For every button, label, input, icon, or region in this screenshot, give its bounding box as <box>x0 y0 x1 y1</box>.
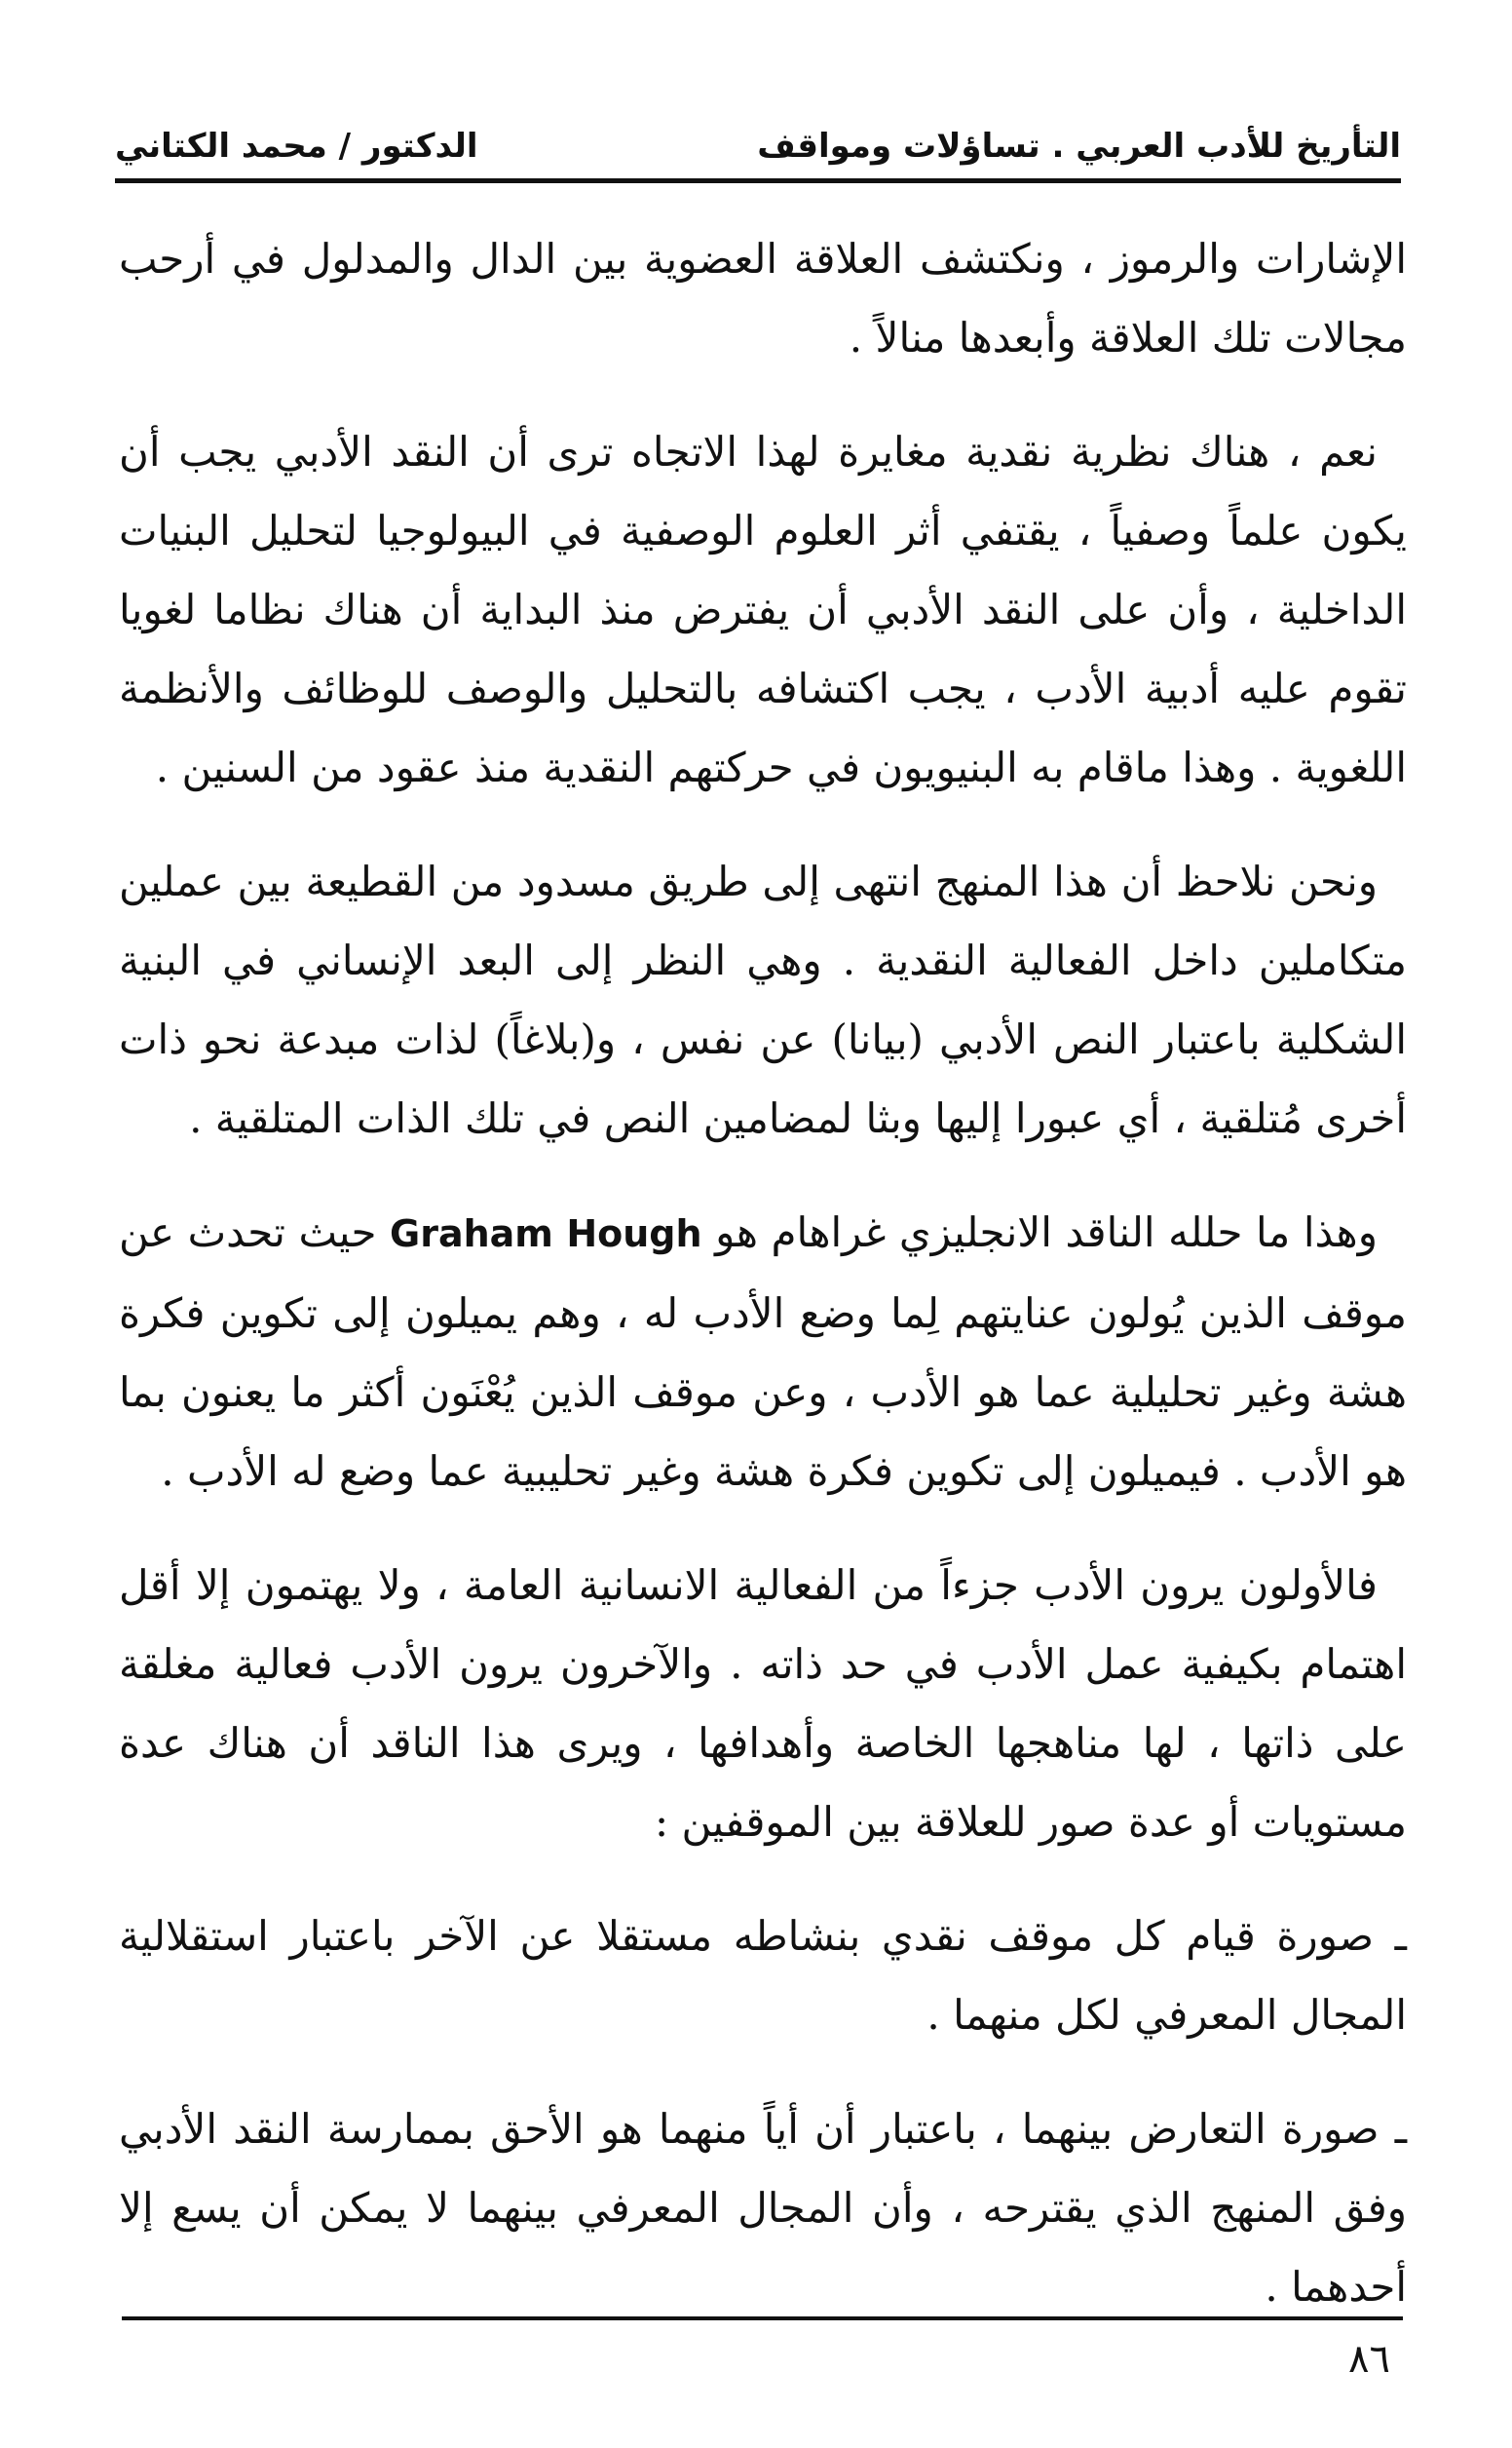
footer-rule <box>122 2316 1403 2320</box>
list-item-1: ـ صورة قيام كل موقف نقدي بنشاطه مستقلا عن الآخر باعتبار استقلالية المجال المعرفي لكل منهما . <box>119 1912 1407 2039</box>
paragraph-5: فالأولون يرون الأدب جزءاً من الفعالية الانسانية العامة ، ولا يهتمون إلا أقل اهتمام بكيفية عمل الأدب في حد ذاته . والآخرون يرون الأدب فعالية مغلقة على ذاتها ، لها مناهجها الخاصة وأهدافها ، ويرى هذا الناقد أن هناك عدة مستويات أو عدة صور للعلاقة بين الموقفين : <box>119 1561 1407 1846</box>
book-title: التأريخ للأدب العربي . تساؤلات ومواقف <box>757 127 1401 166</box>
author-name: الدكتور / محمد الكتاني <box>115 127 478 166</box>
paragraph-4-lead: وهذا ما حلله الناقد الانجليزي غراهام هو <box>715 1208 1378 1256</box>
latin-name: Graham Hough <box>390 1212 702 1255</box>
body-text <box>119 219 1407 2311</box>
paragraph-1: الإشارات والرموز ، ونكتشف العلاقة العضوية بين الدال والمدلول في أرحب مجالات تلك العلاقة وأبعدها منالاً . <box>119 235 1407 362</box>
list-item-2: ـ صورة التعارض بينهما ، باعتبار أن أياً منهما هو الأحق بممارسة النقد الأدبي وفق المنهج الذي يقترحه ، وأن المجال المعرفي بينهما لا يمكن أن يسع إلا أحدهما . <box>119 2105 1407 2311</box>
paragraph-4 <box>119 1193 1407 1511</box>
paragraph-4-rest: حيث تحدث عن موقف الذين يُولون عنايتهم لِما وضع الأدب له ، وهم يميلون إلى تكوين فكرة هشة وغير تحليلية عما هو الأدب ، وعن موقف الذين يُعْنَون أكثر ما يعنون بما هو الأدب . فيميلون إلى تكوين فكرة هشة وغير تحليبية عما وضع له الأدب . <box>119 1208 1407 1495</box>
paragraph-3: ونحن نلاحظ أن هذا المنهج انتهى إلى طريق مسدود من القطيعة بين عملين متكاملين داخل الفعالية النقدية . وهي النظر إلى البعد الإنساني في البنية الشكلية باعتبار النص الأدبي (بيانا) عن نفس ، و(بلاغاً) لذات مبدعة نحو ذات أخرى مُتلقية ، أي عبورا إليها وبثا لمضامين النص في تلك الذات المتلقية . <box>119 858 1407 1142</box>
page-number: ٨٦ <box>1348 2337 1390 2382</box>
header-rule <box>115 178 1401 183</box>
running-header <box>115 115 1401 173</box>
paragraph-2: نعم ، هناك نظرية نقدية مغايرة لهذا الاتجاه ترى أن النقد الأدبي يجب أن يكون علماً وصفياً ، يقتفي أثر العلوم الوصفية في البيولوجيا لتحليل البنيات الداخلية ، وأن على النقد الأدبي أن يفترض منذ البداية أن هناك نظاما لغويا تقوم عليه أدبية الأدب ، يجب اكتشافه بالتحليل والوصف للوظائف والأنظمة اللغوية . وهذا ماقام به البنيويون في حركتهم النقدية منذ عقود من السنين . <box>119 428 1407 791</box>
